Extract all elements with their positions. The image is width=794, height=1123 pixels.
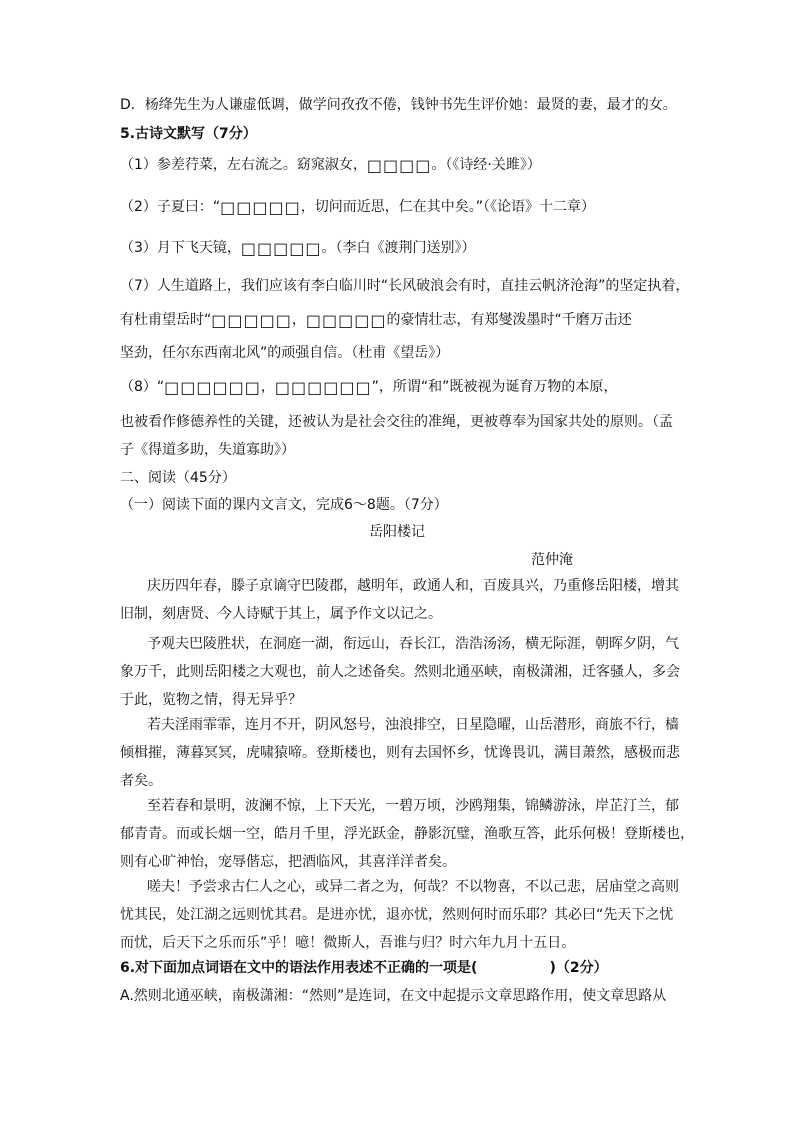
passage-line: 于此，览物之情，得无异乎？ — [120, 692, 302, 708]
answer-blank: □□□□□ — [305, 311, 387, 330]
recitation-item-1: （1）参差荇菜，左右流之。窈窕淑女，□□□□。（《诗经·关雎》） — [120, 156, 541, 175]
section-2-heading: 二、阅读（45分） — [120, 470, 236, 486]
passage-title: 岳阳楼记 — [369, 524, 425, 540]
recitation-item-8-line3: 子《得道多助，失道寡助》） — [120, 442, 295, 458]
passage-line: 则有心旷神怡，宠辱偕忘，把酒临风，其喜洋洋者矣。 — [120, 854, 456, 870]
question-6-stem: 6.对下面加点词语在文中的语法作用表述不正确的一项是( )（2分） — [120, 960, 608, 976]
recitation-item-7-line3: 坚劲，任尔东西南北风”的顽强自信。（杜甫《望岳》） — [120, 345, 450, 361]
passage-line: 嗟夫！予尝求古仁人之心，或异二者之为，何哉？不以物喜，不以己悲，居庙堂之高则 — [147, 879, 679, 895]
passage-line: 郁青青。而或长烟一空，皓月千里，浮光跃金，静影沉璧，渔歌互答，此乐何极！登斯楼也， — [120, 826, 694, 842]
recitation-item-8-line1: （8）“□□□□□□，□□□□□□”，所谓“和”既被视为诞育万物的本原， — [120, 378, 618, 397]
recitation-item-7-line1: （7）人生道路上，我们应该有李白临川时“长风破浪会有时，直挂云帆济沧海”的坚定执着， — [120, 278, 690, 294]
passage-line: 者矣。 — [120, 773, 162, 789]
recitation-item-3: （3）月下飞天镜，□□□□□。（李白《渡荆门送别》） — [120, 239, 476, 258]
question-5-heading: 5.古诗文默写（7分） — [120, 126, 257, 142]
answer-blank: □□□□□□ — [164, 378, 261, 397]
recitation-item-8-line2: 也被看作修德养性的关键，还被认为是社会交往的准绳，更被尊奉为国家共处的原则。（孟 — [120, 414, 673, 430]
passage-line: 至若春和景明，波澜不惊，上下天光，一碧万顷，沙鸥翔集，锦鳞游泳，岸芷汀兰，郁 — [147, 798, 679, 814]
passage-line: 而忧，后天下之乐而乐”乎！噫！微斯人，吾谁与归？时六年九月十五日。 — [120, 935, 576, 951]
answer-blank: □□□□ — [366, 156, 432, 175]
option-d-line: D．杨绛先生为人谦虚低调，做学问孜孜不倦，钱钟书先生评价她：最贤的妻，最才的女。 — [120, 97, 677, 113]
passage-line: 庆历四年春，滕子京谪守巴陵郡，越明年，政通人和，百废具兴，乃重修岳阳楼，增其 — [147, 578, 679, 594]
passage-line: 倾楫摧，薄暮冥冥，虎啸猿啼。登斯楼也，则有去国怀乡，忧谗畏讥，满目萧然，感极而悲 — [120, 745, 680, 761]
passage-line: 旧制，刻唐贤、今人诗赋于其上，属予作文以记之。 — [120, 606, 442, 622]
passage-line: 予观夫巴陵胜状，在洞庭一湖，衔远山，吞长江，浩浩汤汤，横无际涯，朝晖夕阴，气 — [147, 636, 679, 652]
answer-blank: □□□□□ — [240, 239, 322, 258]
recitation-item-2: （2）子夏曰：“□□□□□，切问而近思，仁在其中矣。”（《论语》十二章） — [120, 198, 596, 217]
passage-author: 范仲淹 — [531, 552, 573, 568]
passage-line: 若夫淫雨霏霏，连月不开，阴风怒号，浊浪排空，日星隐曜，山岳潜形，商旅不行，樯 — [147, 717, 679, 733]
reading-1-instruction: （一）阅读下面的课内文言文，完成6～8题。（7分） — [120, 497, 448, 513]
recitation-item-7-line2: 有杜甫望岳时“□□□□□，□□□□□的豪情壮志，有郑燮泼墨时“千磨万击还 — [120, 311, 632, 330]
answer-blank: □□□□□ — [211, 311, 292, 330]
question-6-option-a: A.然则北通巫峡，南极潇湘：“然则”是连词，在文中起提示文章思路作用，使文章思路从 — [120, 988, 667, 1004]
answer-blank: □□□□□ — [220, 198, 301, 217]
passage-line: 象万千，此则岳阳楼之大观也，前人之述备矣。然则北通巫峡，南极潇湘，迁客骚人，多会 — [120, 664, 680, 680]
passage-line: 忧其民，处江湖之远则忧其君。是进亦忧，退亦忧，然则何时而乐耶？其必曰“先天下之忧 — [120, 907, 674, 923]
answer-blank: □□□□□□ — [274, 378, 372, 397]
